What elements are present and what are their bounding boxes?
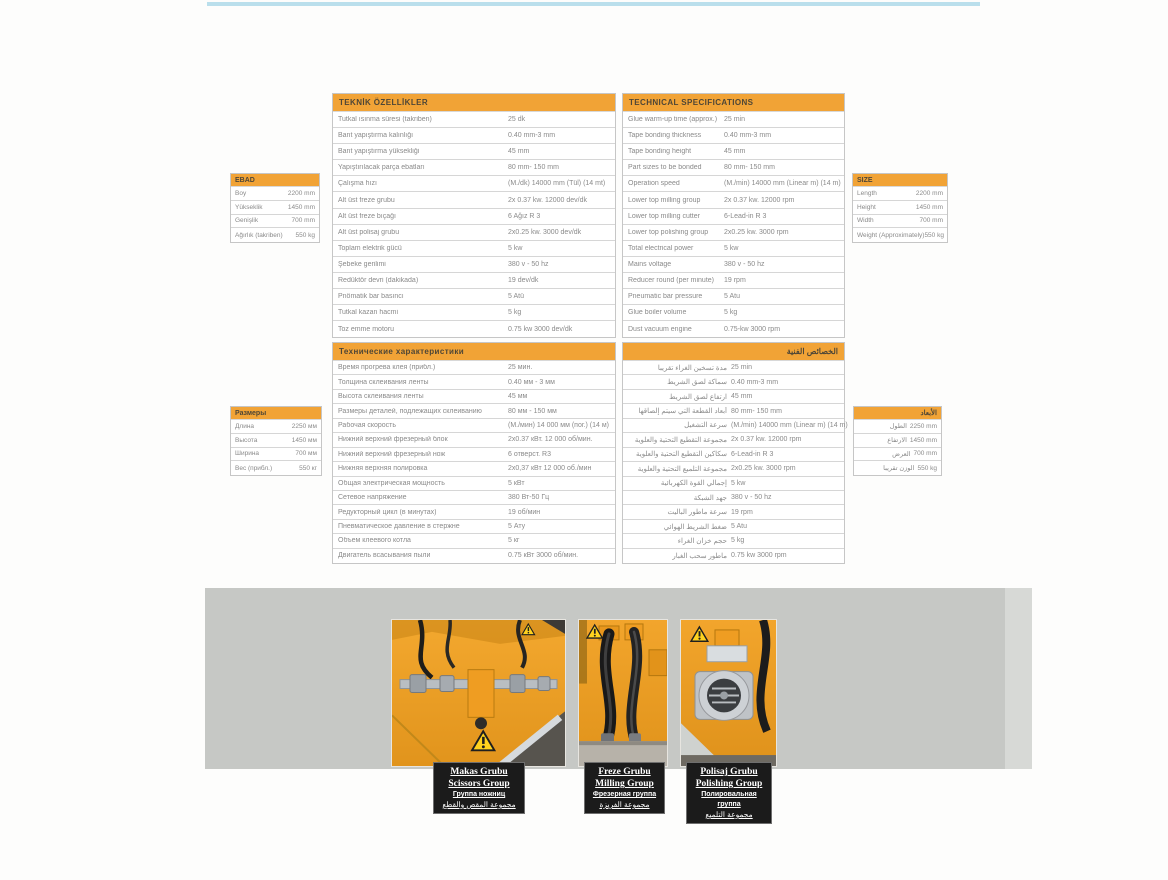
spec-row (333, 176, 615, 192)
spec-label: Сетевое напряжение (338, 494, 407, 502)
dimension-label: الطول (889, 423, 907, 431)
spec-row (623, 433, 844, 447)
dimension-row (231, 448, 321, 462)
spec-label: Dust vacuum engine (628, 325, 692, 333)
spec-label: Bant yapıştırma kalınlığı (338, 132, 414, 140)
spec-label: Высота склеивания ленты (338, 393, 424, 401)
dimension-row (231, 434, 321, 448)
dimension-value: 550 kg (924, 231, 944, 239)
spec-row (623, 241, 844, 257)
spec-row (623, 160, 844, 176)
spec-value: 5 kg (724, 309, 738, 317)
milling-group-photo (579, 620, 667, 766)
spec-label: Время прогрева клея (прибл.) (338, 364, 436, 372)
dimension-value: 2250 mm (909, 422, 937, 430)
spec-label: Tutkal ısınma süresi (takriben) (338, 116, 432, 124)
dimension-row (231, 201, 319, 215)
spec-label: Двигатель всасывания пыли (338, 552, 431, 560)
spec-value: 80 mm- 150 mm (724, 164, 775, 172)
spec-label: Redüktör devri (dakikada) (338, 276, 419, 284)
spec-label: Reducer round (per minute) (628, 276, 714, 284)
english-specs-rows (623, 112, 844, 337)
spec-value: 5 кг (508, 537, 520, 545)
spec-value: 0.40 мм - 3 мм (508, 378, 555, 386)
spec-value: 0.75-kw 3000 rpm (724, 325, 781, 333)
russian-specs-rows (333, 361, 615, 563)
spec-value: 45 mm (508, 148, 530, 156)
spec-row (333, 520, 615, 534)
spec-value: 80 mm- 150 mm (731, 407, 782, 415)
spec-row (333, 390, 615, 404)
spec-row (333, 534, 615, 548)
spec-value: 5 Atü (508, 293, 524, 301)
spec-label: Toz emme motoru (338, 325, 395, 333)
spec-value: 0.40 mm-3 mm (731, 378, 779, 386)
spec-label: Lower top milling group (628, 196, 701, 204)
caption-russian: Группа ножниц (452, 791, 506, 798)
spec-value: 380 v - 50 hz (731, 494, 772, 502)
spec-row (333, 192, 615, 208)
spec-value: 45 mm (731, 393, 753, 401)
dimension-row (853, 215, 947, 229)
spec-row (623, 128, 844, 144)
spec-label: Glue boiler volume (628, 309, 687, 317)
dimension-label: Ağırlık (takriben) (235, 231, 283, 239)
spec-row (623, 305, 844, 321)
spec-row (623, 257, 844, 273)
spec-value: 2x0.37 кВт. 12 000 об/мин. (508, 436, 593, 444)
spec-label: Şebeke gerilimi (338, 260, 386, 268)
spec-value: 5 Atu (731, 523, 747, 531)
spec-label: أبعاد القطعة التي سيتم إلصاقها (638, 408, 727, 416)
dimension-value: 2250 мм (291, 422, 317, 430)
spec-value: 0.75 кВт 3000 об/мин. (508, 552, 579, 560)
caption-arabic: مجموعة المقص والقطع (442, 800, 516, 809)
dimension-value: 550 kg (917, 464, 937, 472)
spec-value: (М./мин) 14 000 мм (пог.) (14 м) (508, 421, 609, 429)
dimension-label: الارتفاع (887, 437, 907, 445)
spec-label: Рабочая скорость (338, 421, 397, 429)
spec-label: Alt üst polisaj grubu (338, 228, 400, 236)
english-dimensions-header: SIZE (853, 174, 947, 187)
spec-value: 2x 0.37 kw. 12000 rpm (724, 196, 795, 204)
spec-value: 25 min (731, 364, 753, 372)
spec-value: 2x0.25 kw. 3000 dev/dk (508, 228, 582, 236)
spec-row (333, 549, 615, 563)
spec-value: 2x0.25 kw. 3000 rpm (724, 228, 789, 236)
spec-value: 19 dev/dk (508, 276, 539, 284)
spec-value: 5 kg (731, 537, 745, 545)
dimension-label: Height (857, 203, 876, 211)
spec-row (623, 176, 844, 192)
dimension-row (854, 461, 941, 475)
english-dimensions-rows (853, 187, 947, 242)
dimension-label: Ширина (235, 450, 260, 458)
spec-value: 19 rpm (724, 276, 746, 284)
spec-label: Alt üst freze grubu (338, 196, 395, 204)
spec-value: 380 Вт-50 Гц (508, 494, 550, 502)
spec-row (333, 477, 615, 491)
spec-value: 25 dk (508, 116, 526, 124)
spec-value: 2x 0.37 kw. 12000 rpm (731, 436, 802, 444)
spec-label: Total electrical power (628, 244, 694, 252)
spec-label: Общая электрическая мощность (338, 479, 445, 487)
spec-value: 80 мм - 150 мм (508, 407, 557, 415)
dimension-value: 1450 mm (287, 203, 315, 211)
scissors-group-caption (433, 762, 525, 814)
arabic-dimensions-table (853, 406, 942, 476)
spec-value: 380 v - 50 hz (724, 260, 765, 268)
spec-row (333, 462, 615, 476)
spec-value: 5 kw (724, 244, 739, 252)
spec-label: Нижняя верхняя полировка (338, 465, 428, 473)
dimension-value: 2200 mm (915, 189, 943, 197)
dimension-row (231, 187, 319, 201)
top-accent-line (207, 2, 980, 6)
dimension-label: Высота (235, 436, 258, 444)
spec-label: Pneumatic bar pressure (628, 293, 703, 301)
spec-row (333, 209, 615, 225)
caption-english: Polishing Group (695, 779, 763, 789)
spec-value: 0.40 mm-3 mm (508, 132, 556, 140)
dimension-label: Width (857, 217, 874, 225)
spec-label: Tape bonding thickness (628, 132, 702, 140)
dimension-value: 550 кг (299, 464, 317, 472)
dimension-value: 700 mm (291, 217, 315, 225)
spec-row (333, 404, 615, 418)
scissors-group-machine-image (392, 620, 565, 766)
caption-english: Milling Group (595, 779, 654, 789)
english-dimensions-table (852, 173, 948, 243)
dimension-label: Weight (Approximately) (857, 231, 925, 239)
dimension-row (853, 187, 947, 201)
turkish-specs-table (332, 93, 616, 338)
spec-label: سرعة التشغيل (684, 422, 727, 430)
spec-label: Alt üst freze bıçağı (338, 212, 396, 220)
dimension-row (231, 215, 319, 229)
spec-value: 5 Ату (508, 523, 526, 531)
spec-label: Part sizes to be bonded (628, 164, 702, 172)
spec-value: 80 mm- 150 mm (508, 164, 559, 172)
spec-value: 0.75 kw 3000 rpm (731, 552, 787, 560)
arabic-specs-header: الخصائص الفنية (623, 343, 844, 361)
spec-row (333, 128, 615, 144)
dimension-label: Boy (235, 189, 247, 197)
spec-row (623, 112, 844, 128)
spec-label: Lower top polishing group (628, 228, 709, 236)
spec-row (333, 273, 615, 289)
dimension-row (231, 228, 319, 242)
spec-value: 2x0,37 кВт 12 000 об./мин (508, 465, 592, 473)
turkish-dimensions-header: EBAD (231, 174, 319, 187)
spec-row (623, 375, 844, 389)
spec-row (333, 375, 615, 389)
dimension-value: 700 mm (919, 217, 943, 225)
spec-label: Нижний верхний фрезерный блок (338, 436, 448, 444)
spec-row (333, 160, 615, 176)
dimension-label: الوزن تقريبا (883, 465, 915, 473)
spec-row (623, 289, 844, 305)
spec-label: Operation speed (628, 180, 680, 188)
spec-value: (M./dk) 14000 mm (Tül) (14 mt) (508, 180, 606, 188)
caption-arabic: مجموعة الفريزة (599, 800, 650, 809)
scissors-group-photo (392, 620, 565, 766)
dimension-label: Genişlik (235, 217, 259, 225)
russian-dimensions-table (230, 406, 322, 476)
spec-row (623, 520, 844, 534)
dimension-label: العرض (892, 450, 911, 458)
dimension-row (854, 434, 941, 448)
spec-row (333, 257, 615, 273)
milling-group-caption (584, 762, 665, 814)
spec-row (333, 419, 615, 433)
dimension-value: 1450 mm (915, 203, 943, 211)
spec-row (623, 505, 844, 519)
caption-arabic: مجموعة التلميع (705, 810, 753, 819)
spec-row (623, 404, 844, 418)
spec-value: 5 kw (731, 479, 746, 487)
dimension-value: 2200 mm (287, 189, 315, 197)
spec-value: 6-Lead-in R 3 (724, 212, 767, 220)
caption-russian: Полировальная группа (701, 791, 757, 808)
caption-turkish: Makas Grubu (450, 767, 508, 777)
turkish-dimensions-table (230, 173, 320, 243)
spec-value: 0.40 mm-3 mm (724, 132, 772, 140)
dimension-value: 1450 mm (909, 436, 937, 444)
spec-row (333, 241, 615, 257)
spec-row (333, 144, 615, 160)
dimension-row (854, 420, 941, 434)
spec-row (623, 192, 844, 208)
spec-label: حجم خزان الغراء (677, 537, 727, 545)
spec-row (623, 462, 844, 476)
turkish-dimensions-rows (231, 187, 319, 242)
spec-value: (M./min) 14000 mm (Linear m) (14 m) (724, 180, 841, 188)
spec-label: Toplam elektrik gücü (338, 244, 402, 252)
russian-dimensions-rows (231, 420, 321, 475)
spec-label: Объем клеевого котла (338, 537, 411, 545)
spec-value: 2x 0.37 kw. 12000 dev/dk (508, 196, 587, 204)
spec-value: 45 mm (724, 148, 746, 156)
spec-label: ضغط الشريط الهوائي (663, 523, 727, 531)
photo-band-light-edge (1005, 588, 1032, 769)
arabic-dimensions-rows (854, 420, 941, 475)
spec-row (623, 491, 844, 505)
dimension-label: Вес (прибл.) (235, 464, 273, 472)
spec-row (333, 305, 615, 321)
spec-row (333, 289, 615, 305)
dimension-value: 1450 мм (291, 436, 317, 444)
spec-label: Pnömatik bar basıncı (338, 293, 404, 301)
spec-label: Glue warm-up time (approx.) (628, 116, 718, 124)
english-specs-table (622, 93, 845, 338)
caption-english: Scissors Group (448, 779, 510, 789)
arabic-dimensions-header: الأبعاد (854, 407, 941, 420)
spec-label: Размеры деталей, подлежащих склеиванию (338, 407, 482, 415)
spec-row (623, 549, 844, 563)
spec-row (623, 273, 844, 289)
arabic-specs-table (622, 342, 848, 564)
spec-row (623, 209, 844, 225)
russian-specs-table (332, 342, 616, 564)
spec-value: 45 мм (508, 393, 528, 401)
spec-label: Толщина склеивания ленты (338, 378, 429, 386)
polishing-group-machine-image (681, 620, 776, 766)
spec-label: سرعة ماطور الباليت (667, 509, 727, 517)
spec-label: سماكة لصق الشريط (667, 379, 727, 387)
spec-row (623, 448, 844, 462)
spec-label: Редукторный цикл (в минутах) (338, 508, 437, 516)
spec-value: 19 об/мин (508, 508, 541, 516)
russian-dimensions-header: Размеры (231, 407, 321, 420)
polishing-group-photo (681, 620, 776, 766)
spec-row (333, 361, 615, 375)
dimension-row (231, 420, 321, 434)
spec-value: 6-Lead-in R 3 (731, 450, 774, 458)
spec-label: جهد الشبكة (693, 494, 727, 502)
spec-label: Mains voltage (628, 260, 672, 268)
spec-value: 6 Ağız R 3 (508, 212, 541, 220)
spec-row (333, 225, 615, 241)
turkish-specs-rows (333, 112, 615, 337)
english-specs-header: TECHNICAL SPECIFICATIONS (623, 94, 844, 112)
spec-row (333, 112, 615, 128)
dimension-value: 550 kg (295, 231, 315, 239)
spec-value: 5 kw (508, 244, 523, 252)
dimension-row (853, 201, 947, 215)
spec-label: Yapıştırılacak parça ebatları (338, 164, 425, 172)
spec-label: Tape bonding height (628, 148, 692, 156)
dimension-label: Yükseklik (235, 203, 263, 211)
dimension-label: Length (857, 189, 877, 197)
spec-row (623, 225, 844, 241)
spec-value: 25 min (724, 116, 746, 124)
spec-row (333, 505, 615, 519)
spec-value: 380 v - 50 hz (508, 260, 549, 268)
spec-label: ماطور سحب الغبار (672, 552, 727, 560)
spec-label: مجموعة التقطيع التحتية والعلوية (634, 436, 727, 444)
dimension-row (853, 228, 947, 242)
spec-label: Пневматическое давление в стержне (338, 523, 460, 531)
spec-label: Нижний верхний фрезерный нож (338, 450, 446, 458)
spec-label: إجمالي القوة الكهربائية (660, 480, 727, 488)
spec-row (623, 321, 844, 337)
spec-row (333, 321, 615, 337)
polishing-group-caption (686, 762, 772, 824)
spec-value: 5 кВт (508, 479, 525, 487)
spec-label: مجموعة التلميع التحتية والعلوية (637, 465, 727, 473)
spec-value: 25 мин. (508, 364, 533, 372)
spec-value: (M./min) 14000 mm (Linear m) (14 m) (731, 421, 848, 429)
dimension-row (231, 461, 321, 475)
spec-value: 6 отверст. R3 (508, 450, 551, 458)
spec-row (333, 433, 615, 447)
spec-value: 0.75 kw 3000 dev/dk (508, 325, 573, 333)
russian-specs-header: Технические характеристики (333, 343, 615, 361)
dimension-value: 700 мм (295, 450, 317, 458)
arabic-specs-rows (623, 361, 848, 563)
spec-label: Lower top milling cutter (628, 212, 700, 220)
spec-row (623, 390, 844, 404)
spec-row (623, 477, 844, 491)
spec-row (333, 448, 615, 462)
spec-value: 5 Atu (724, 293, 740, 301)
milling-group-machine-image (579, 620, 667, 766)
caption-turkish: Freze Grubu (598, 767, 651, 777)
spec-value: 2x0.25 kw. 3000 rpm (731, 465, 796, 473)
spec-label: Bant yapıştırma yüksekliği (338, 148, 420, 156)
spec-row (623, 419, 848, 433)
caption-turkish: Polisaj Grubu (700, 767, 758, 777)
dimension-label: Длина (235, 422, 255, 430)
spec-label: سكاكين التقطيع التحتية والعلوية (636, 451, 727, 459)
turkish-specs-header: TEKNİK ÖZELLİKLER (333, 94, 615, 112)
dimension-row (854, 448, 941, 462)
spec-row (333, 491, 615, 505)
spec-row (623, 361, 844, 375)
spec-label: مدة تسخين الغراء تقريبا (657, 364, 727, 372)
spec-value: 5 kg (508, 309, 522, 317)
spec-label: ارتفاع لصق الشريط (669, 393, 727, 401)
spec-row (623, 144, 844, 160)
spec-row (623, 534, 844, 548)
dimension-value: 700 mm (913, 450, 937, 458)
spec-value: 19 rpm (731, 508, 753, 516)
spec-label: Tutkal kazan hacmi (338, 309, 399, 317)
caption-russian: Фрезерная группа (592, 791, 657, 798)
spec-label: Çalışma hızı (338, 180, 377, 188)
